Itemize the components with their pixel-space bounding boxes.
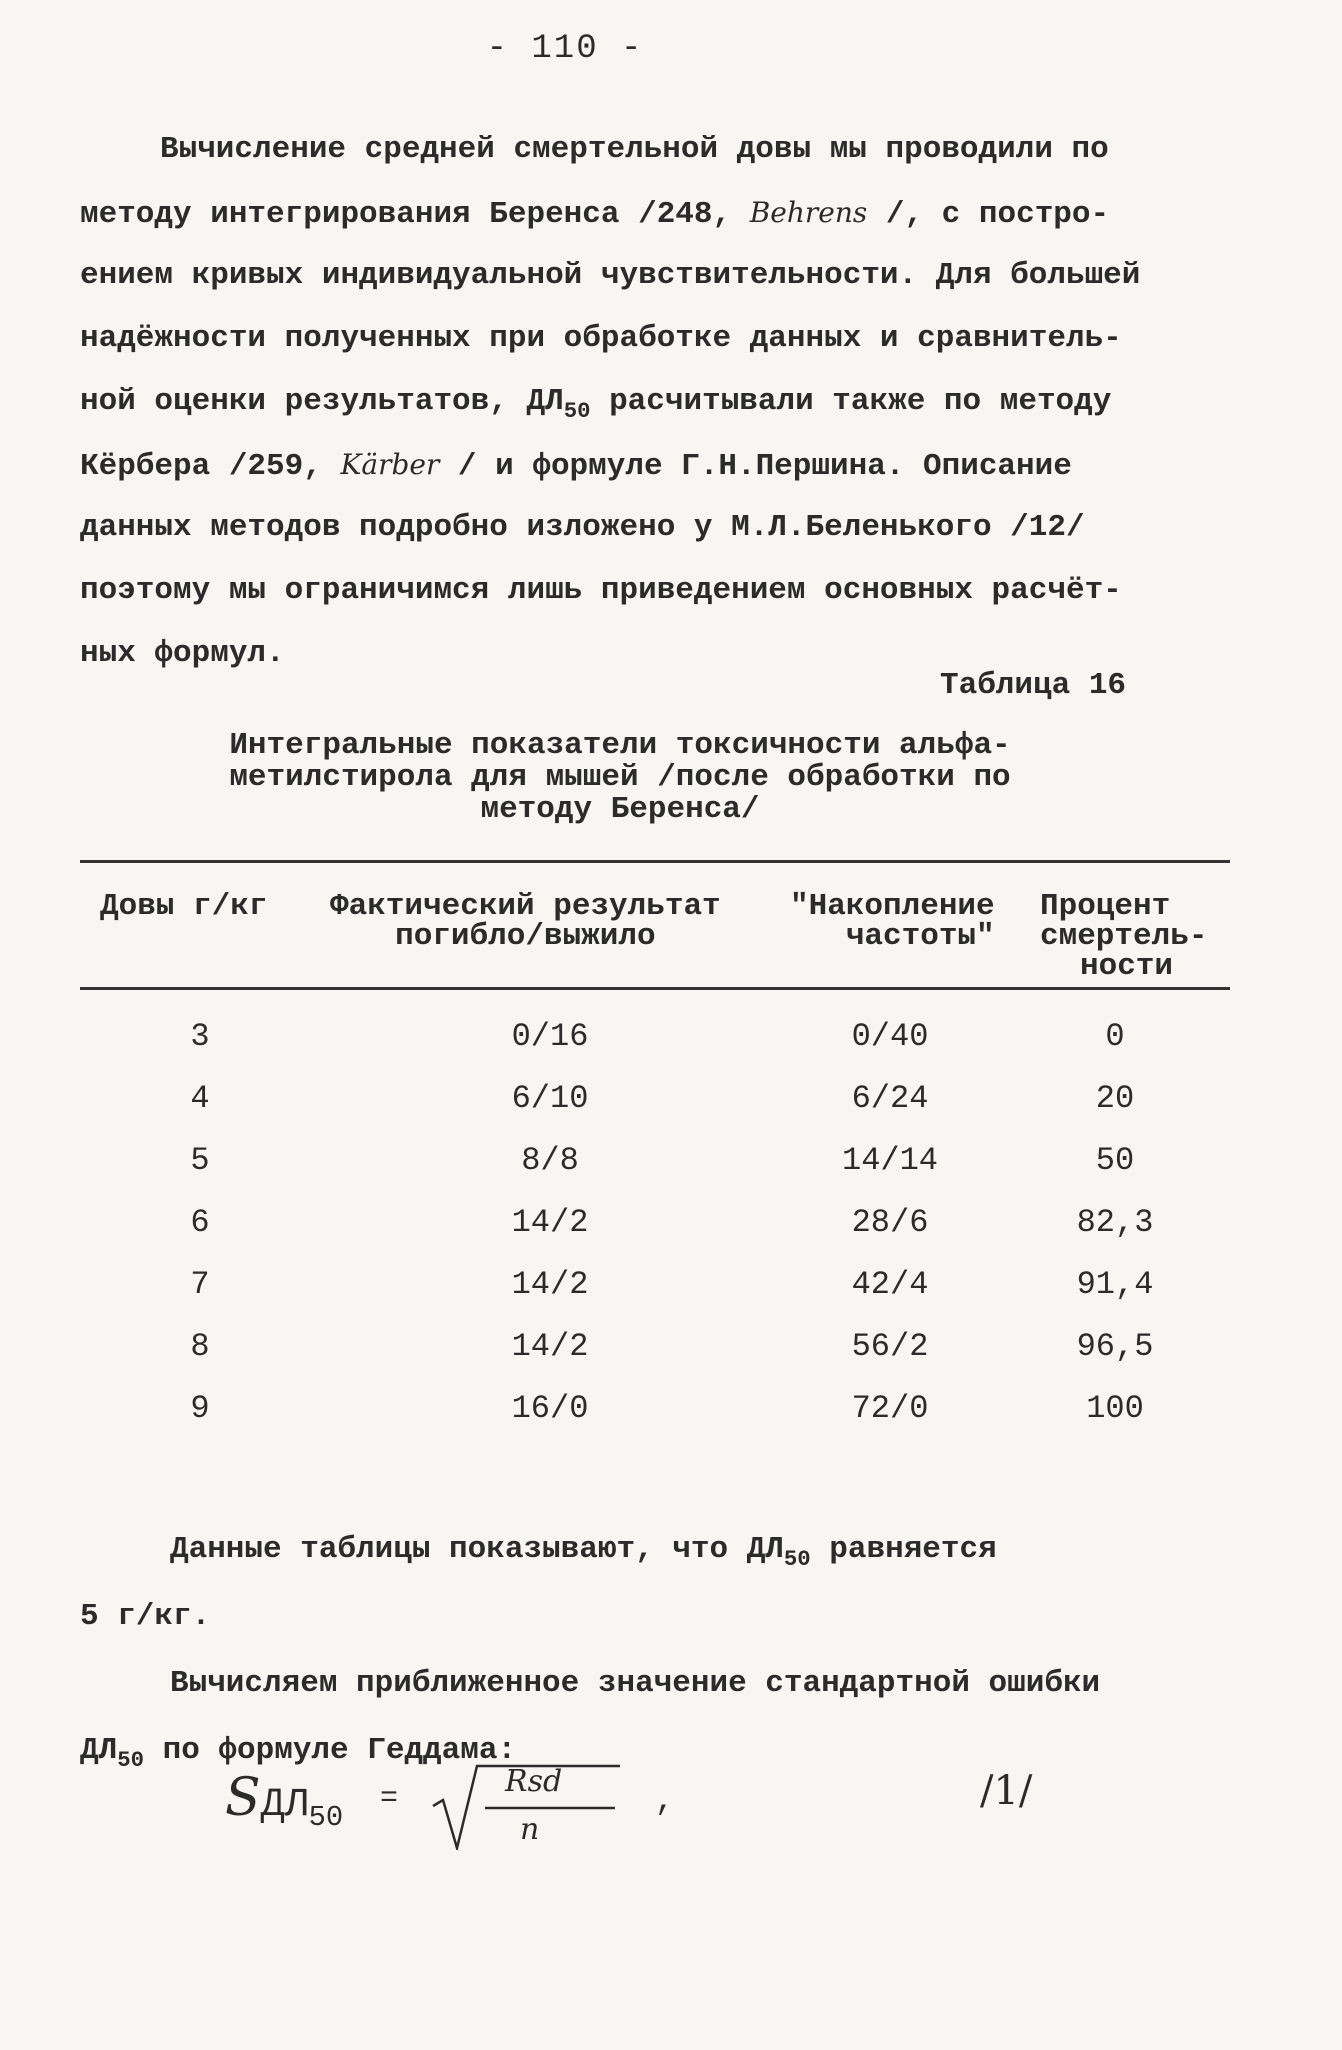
header-actual-line-1: Фактический результат	[330, 889, 721, 924]
intro-line-5-a: ной оценки результатов, ДЛ	[80, 384, 564, 419]
cell-dose: 6	[190, 1204, 210, 1241]
cell-actual: 16/0	[511, 1390, 589, 1427]
after-line-2: 5 г/кг.	[80, 1599, 211, 1634]
header-actual	[330, 889, 721, 954]
cell-accum: 28/6	[851, 1204, 929, 1241]
after-line-4-a: ДЛ	[80, 1733, 118, 1768]
intro-line-1: Вычисление средней смертельной довы мы проводили по	[160, 132, 1109, 167]
after-line-1-sub: 50	[783, 1545, 811, 1572]
intro-line-5-sub: 50	[563, 397, 591, 424]
header-actual-line-2: погибло/выжило	[395, 919, 656, 954]
intro-line-6-a: Кёрбера /259,	[80, 449, 341, 484]
after-line-1-b: равняется	[810, 1532, 997, 1567]
cell-accum: 6/24	[851, 1080, 929, 1117]
cell-percent: 100	[1086, 1390, 1144, 1427]
cell-percent: 96,5	[1076, 1328, 1154, 1365]
after-line-4-sub: 50	[117, 1746, 144, 1773]
table-title	[140, 730, 1100, 826]
cell-actual: 14/2	[511, 1266, 589, 1303]
intro-line-3: ением кривых индивидуальной чувствительности. Для большей	[80, 258, 1141, 293]
table-title-line-3: методу Беренса/	[480, 792, 760, 827]
header-accumulation-line-2: частоты"	[845, 919, 995, 954]
header-dose: Довы г/кг	[100, 889, 268, 924]
intro-handwritten-karber: Kärber	[340, 448, 440, 481]
table-title-line-2: метилстирола для мышей /после обработки по	[229, 760, 1011, 795]
cell-dose: 7	[190, 1266, 210, 1303]
header-percent-line-2: смертель-	[1040, 919, 1208, 954]
cell-actual: 14/2	[511, 1204, 589, 1241]
intro-line-9: ных формул.	[80, 636, 285, 671]
header-accumulation-line-1: "Накопление	[790, 889, 995, 924]
formula-lhs	[225, 1768, 343, 1834]
cell-accum: 72/0	[851, 1390, 929, 1427]
after-line-1-a: Данные таблицы показывают, что ДЛ	[170, 1532, 784, 1567]
formula-numerator: Rsd	[505, 1764, 563, 1799]
cell-accum: 14/14	[841, 1142, 938, 1179]
intro-line-2	[80, 181, 1280, 246]
cell-dose: 9	[190, 1390, 210, 1427]
intro-line-7: данных методов подробно изложено у М.Л.Беленького /12/	[80, 510, 1085, 545]
cell-accum: 0/40	[851, 1018, 929, 1055]
cell-percent: 91,4	[1076, 1266, 1154, 1303]
cell-percent: 0	[1105, 1018, 1125, 1055]
intro-line-8: поэтому мы ограничимся лишь приведением основных расчёт-	[80, 573, 1122, 608]
intro-line-5	[80, 370, 1280, 443]
header-percent-line-1: Процент	[1040, 889, 1171, 924]
header-percent-line-3: ности	[1080, 949, 1174, 984]
header-accumulation	[790, 889, 995, 954]
formula-comma: ,	[655, 1782, 675, 1819]
table-header-rule	[80, 987, 1230, 990]
formula-denominator: n	[520, 1812, 540, 1847]
intro-line-4: надёжности полученных при обработке данных и сравнитель-	[80, 321, 1122, 356]
intro-line-5-b: расчитывали также по методу	[590, 384, 1112, 419]
intro-line-2-a: методу интегрирования Беренса /248,	[80, 197, 750, 232]
table-title-line-1: Интегральные показатели токсичности альфа-	[229, 728, 1011, 763]
cell-actual: 6/10	[511, 1080, 589, 1117]
cell-actual: 0/16	[511, 1018, 589, 1055]
table-top-rule	[80, 860, 1230, 863]
formula-equals: =	[380, 1782, 399, 1816]
cell-percent: 20	[1095, 1080, 1135, 1117]
formula-number: /1/	[980, 1768, 1033, 1814]
intro-line-6	[80, 433, 1280, 498]
page-number: - 110 -	[486, 30, 644, 68]
cell-percent: 50	[1095, 1142, 1135, 1179]
cell-actual: 14/2	[511, 1328, 589, 1365]
after-line-3: Вычисляем приближенное значение стандартной ошибки	[170, 1666, 1101, 1701]
intro-line-2-b: /, с постро-	[867, 197, 1110, 232]
intro-handwritten-behrens: Behrens	[749, 196, 868, 229]
after-line-4-b: по формуле Геддама:	[144, 1733, 517, 1768]
after-line-1	[170, 1518, 1342, 1591]
cell-dose: 5	[190, 1142, 210, 1179]
cell-actual: 8/8	[521, 1142, 579, 1179]
formula-s-symbol: S	[225, 1768, 261, 1828]
formula-dl: ДЛ	[260, 1783, 309, 1828]
cell-dose: 8	[190, 1328, 210, 1365]
cell-dose: 4	[190, 1080, 210, 1117]
formula-dl-sub: 50	[308, 1801, 344, 1835]
cell-accum: 56/2	[851, 1328, 929, 1365]
header-percent	[1040, 889, 1208, 984]
intro-line-6-b: / и формуле Г.Н.Першина. Описание	[439, 449, 1072, 484]
table-label: Таблица 16	[940, 668, 1127, 703]
cell-dose: 3	[190, 1018, 210, 1055]
cell-percent: 82,3	[1076, 1204, 1154, 1241]
cell-accum: 42/4	[851, 1266, 929, 1303]
geddam-formula	[225, 1760, 1125, 1860]
